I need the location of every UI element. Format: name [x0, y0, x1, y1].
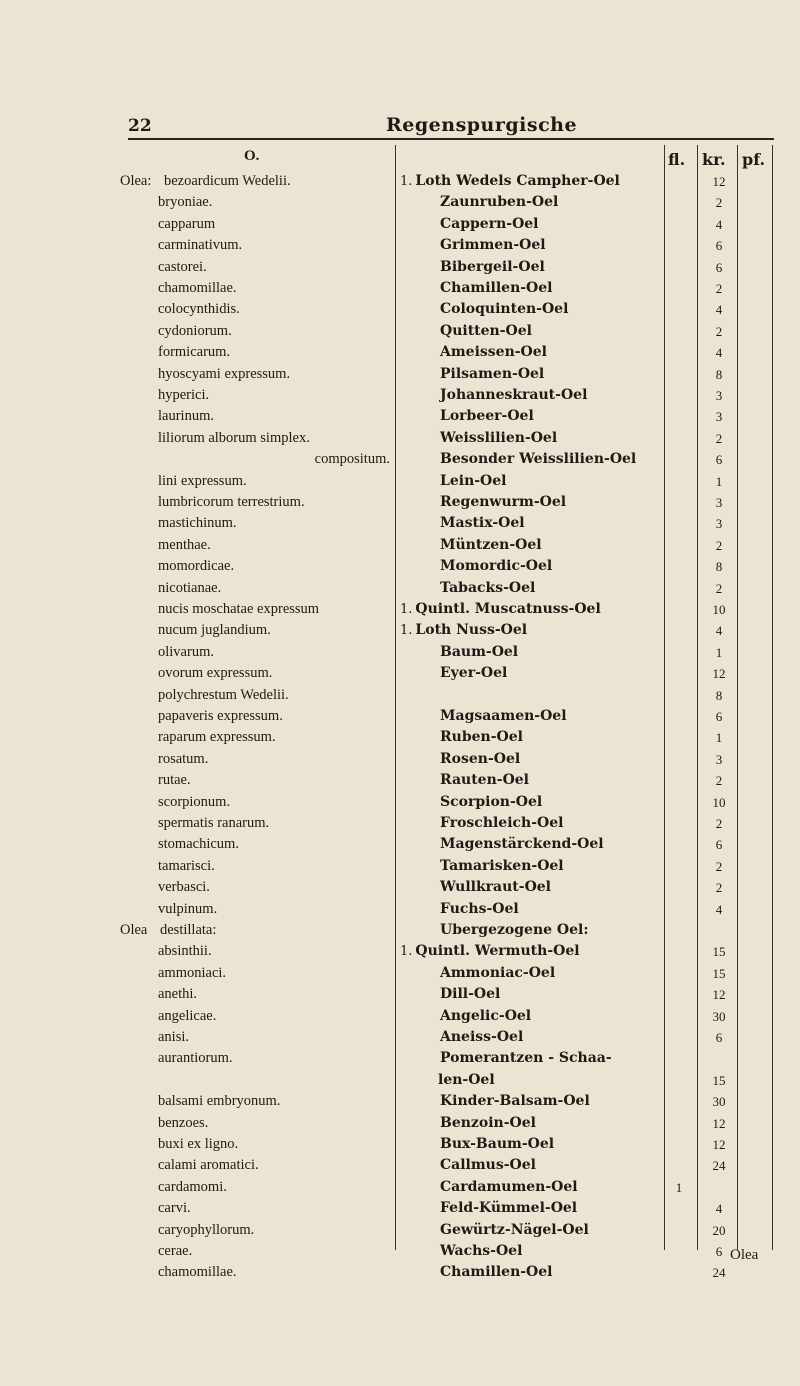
german-text: Momordic-Oel — [440, 558, 553, 575]
table-row — [0, 384, 800, 408]
price-kr: 8 — [715, 366, 723, 382]
latin-name: bryoniae. — [158, 194, 213, 211]
latin-prefix: Olea — [120, 922, 148, 938]
german-name — [400, 491, 708, 515]
german-name — [400, 1047, 708, 1071]
table-row — [0, 855, 800, 879]
german-name — [400, 577, 708, 601]
price-kr: 24 — [712, 1265, 726, 1281]
german-name — [400, 341, 708, 365]
german-text: Quitten-Oel — [440, 322, 532, 339]
german-text: Pilsamen-Oel — [440, 365, 545, 382]
price-kr: 12 — [712, 1115, 726, 1131]
german-text: Angelic-Oel — [440, 1007, 532, 1024]
table-row — [0, 898, 800, 922]
german-name — [400, 662, 708, 686]
german-name — [400, 1112, 708, 1136]
price-kr: 6 — [715, 1030, 723, 1045]
price-kr: 1 — [715, 473, 723, 489]
latin-name: rutae. — [158, 772, 191, 789]
price-kr: 15 — [712, 1072, 726, 1088]
latin-name: laurinum. — [158, 408, 214, 425]
table-row — [0, 748, 800, 772]
table-row — [0, 405, 800, 429]
german-text: Coloquinten-Oel — [440, 301, 569, 318]
price-kr: 1 — [715, 730, 723, 746]
german-name — [400, 641, 708, 665]
table-row — [0, 277, 800, 301]
german-text: Grimmen-Oel — [440, 237, 546, 254]
german-name — [400, 170, 668, 194]
latin-name: compositum. — [314, 451, 390, 468]
german-name — [400, 983, 708, 1007]
german-name — [400, 1026, 708, 1050]
table-row — [0, 791, 800, 815]
german-name — [400, 598, 668, 622]
latin-name: nicotianae. — [158, 579, 222, 596]
latin-name: lumbricorum terrestrium. — [158, 494, 305, 510]
latin-name: tamarisci. — [158, 857, 215, 874]
german-text: Eyer-Oel — [440, 665, 508, 682]
german-name — [400, 791, 708, 815]
price-kr: 6 — [715, 259, 723, 275]
german-name — [400, 919, 708, 943]
table-row — [0, 619, 800, 643]
table-row — [0, 213, 800, 237]
price-kr: 3 — [715, 751, 723, 767]
latin-name: formicarum. — [158, 344, 231, 361]
price-kr: 12 — [712, 666, 726, 682]
table-row — [0, 726, 800, 750]
table-row — [0, 833, 800, 857]
table-row — [0, 1197, 800, 1221]
price-kr: 20 — [712, 1222, 726, 1238]
german-name — [400, 448, 708, 472]
latin-name: absinthii. — [158, 943, 212, 960]
price-kr: 10 — [712, 794, 726, 810]
german-name — [400, 876, 708, 900]
german-name — [400, 855, 708, 879]
german-text: Regenwurm-Oel — [440, 494, 567, 510]
latin-name: cydoniorum. — [158, 322, 232, 339]
table-row — [0, 1261, 800, 1285]
price-kr: 6 — [715, 837, 723, 853]
price-kr: 4 — [715, 216, 723, 232]
latin-name: balsami embryonum. — [158, 1093, 281, 1110]
latin-name: carminativum. — [158, 237, 243, 254]
price-kr: 4 — [715, 345, 723, 361]
german-text: Ameissen-Oel — [440, 344, 547, 361]
latin-name: spermatis ranarum. — [158, 815, 270, 831]
german-text: Benzoin-Oel — [440, 1114, 536, 1131]
latin-name: olivarum. — [158, 643, 214, 660]
table-row — [0, 234, 800, 258]
latin-name: lini expressum. — [158, 472, 247, 489]
german-text: Wachs-Oel — [440, 1243, 523, 1259]
latin-name: rosatum. — [158, 750, 209, 767]
table-row — [0, 983, 800, 1007]
table-row — [0, 705, 800, 729]
table-row — [0, 1112, 800, 1136]
german-text: Quintl. Wermuth-Oel — [415, 943, 580, 960]
german-text: Baum-Oel — [440, 643, 519, 660]
german-text: Magenstärckend-Oel — [440, 836, 604, 853]
latin-name: chamomillae. — [158, 280, 237, 296]
german-text: Bux-Baum-Oel — [440, 1136, 555, 1152]
table-row — [0, 191, 800, 215]
table-row — [0, 577, 800, 601]
page-number: 22 — [128, 116, 152, 136]
price-kr: 24 — [712, 1158, 726, 1174]
price-kr: 2 — [715, 773, 723, 789]
table-row — [0, 919, 800, 943]
german-text: Lein-Oel — [440, 472, 507, 489]
table-row — [0, 769, 800, 793]
table-row — [0, 1005, 800, 1029]
german-name — [400, 833, 708, 857]
quantity-prefix: 1. — [400, 944, 413, 960]
german-text: Wullkraut-Oel — [440, 879, 551, 896]
latin-name: chamomillae. — [158, 1264, 237, 1281]
latin-name: angelicae. — [158, 1007, 217, 1024]
price-kr: 2 — [715, 858, 723, 874]
german-name — [400, 298, 708, 322]
page-header — [0, 112, 800, 142]
latin-name: cerae. — [158, 1243, 193, 1259]
german-text: Aneiss-Oel — [440, 1029, 524, 1045]
german-name — [400, 1219, 708, 1243]
german-text: Fuchs-Oel — [440, 900, 519, 917]
german-text: Cardamumen-Oel — [440, 1178, 578, 1195]
german-name — [400, 277, 708, 301]
price-kr: 2 — [715, 537, 723, 553]
latin-name: carvi. — [158, 1200, 191, 1217]
german-text: Froschleich-Oel — [440, 815, 564, 831]
german-text: Magsaamen-Oel — [440, 708, 567, 724]
latin-name: hyperici. — [158, 387, 210, 403]
latin-name: nucis moschatae expressum — [158, 601, 320, 617]
price-kr: 15 — [712, 965, 726, 981]
german-text: Johanneskraut-Oel — [440, 387, 588, 403]
price-kr: 2 — [715, 880, 723, 896]
price-kr: 8 — [715, 559, 723, 575]
table-row — [0, 684, 800, 708]
german-name — [400, 1133, 708, 1157]
latin-name: castorei. — [158, 258, 207, 275]
price-kr: 2 — [715, 430, 723, 446]
table-row — [0, 1219, 800, 1243]
latin-name: raparum expressum. — [158, 729, 276, 746]
german-name — [400, 769, 708, 793]
latin-name: ammoniaci. — [158, 964, 227, 981]
table-row — [0, 940, 800, 964]
price-kr: 12 — [712, 1137, 726, 1152]
table-row — [0, 427, 800, 451]
table-row — [0, 534, 800, 558]
price-kr: 2 — [715, 580, 723, 596]
latin-name: papaveris expressum. — [158, 708, 283, 724]
german-text: Mastix-Oel — [440, 515, 525, 532]
german-name — [400, 213, 708, 237]
table-row — [0, 876, 800, 900]
german-text: Ubergezogene Oel: — [440, 922, 589, 938]
price-kr: 2 — [715, 323, 723, 339]
latin-name: stomachicum. — [158, 836, 239, 853]
table-row — [0, 170, 800, 194]
table-row — [0, 662, 800, 686]
price-kr: 6 — [715, 238, 723, 254]
price-kr: 4 — [715, 623, 723, 639]
latin-name: liliorum alborum simplex. — [158, 429, 310, 446]
quantity-prefix: 1. — [400, 174, 413, 189]
table-row — [0, 1240, 800, 1264]
latin-name: anethi. — [158, 986, 198, 1003]
german-name — [400, 555, 708, 579]
price-kr: 12 — [712, 987, 726, 1003]
running-title: Regenspurgische — [386, 114, 578, 136]
column-head-pf: pf. — [742, 150, 766, 169]
price-kr: 4 — [715, 302, 723, 318]
german-text: Chamillen-Oel — [440, 280, 553, 296]
latin-name: scorpionum. — [158, 793, 231, 810]
latin-name: verbasci. — [158, 879, 210, 896]
latin-name: nucum juglandium. — [158, 622, 271, 639]
table-row — [0, 1090, 800, 1114]
table-row — [0, 1154, 800, 1178]
german-text: Cappern-Oel — [440, 215, 539, 232]
price-kr: 4 — [715, 1201, 723, 1217]
german-name — [400, 1240, 708, 1264]
price-kr: 6 — [715, 709, 723, 724]
german-name — [400, 534, 708, 558]
price-kr: 3 — [715, 495, 723, 510]
german-name — [400, 234, 708, 258]
german-text: Quintl. Muscatnuss-Oel — [415, 601, 601, 617]
latin-name: colocynthidis. — [158, 301, 240, 318]
german-name — [400, 405, 708, 429]
german-name — [400, 363, 708, 387]
german-name — [400, 256, 708, 280]
latin-name: caryophyllorum. — [158, 1221, 255, 1238]
german-text: Rosen-Oel — [440, 750, 521, 767]
german-name — [400, 705, 708, 729]
german-name — [400, 1261, 708, 1285]
german-text: Bibergeil-Oel — [440, 258, 545, 275]
table-row — [0, 555, 800, 579]
price-kr: 2 — [715, 195, 723, 211]
latin-name: calami aromatici. — [158, 1157, 259, 1174]
german-text: Dill-Oel — [440, 986, 501, 1003]
german-name — [400, 812, 708, 836]
table-row — [0, 491, 800, 515]
german-name — [400, 619, 668, 643]
german-name — [400, 320, 708, 344]
german-text: Chamillen-Oel — [440, 1264, 553, 1281]
german-text: Scorpion-Oel — [440, 793, 543, 810]
german-name — [400, 1090, 708, 1114]
price-kr: 2 — [715, 816, 723, 831]
latin-name: anisi. — [158, 1029, 190, 1045]
german-text: Gewürtz-Nägel-Oel — [440, 1221, 589, 1238]
german-text: Ammoniac-Oel — [440, 964, 556, 981]
latin-name: momordicae. — [158, 558, 235, 575]
german-name — [400, 1176, 708, 1200]
catchword: Olea — [730, 1247, 759, 1263]
german-text: Pomerantzen - Schaa- — [440, 1050, 612, 1067]
latin-name: hyoscyami expressum. — [158, 365, 291, 382]
price-kr: 6 — [715, 1244, 723, 1259]
german-text: Feld-Kümmel-Oel — [440, 1200, 578, 1217]
table-row — [0, 320, 800, 344]
german-name — [400, 940, 668, 964]
german-text: Kinder-Balsam-Oel — [440, 1093, 590, 1110]
table-row — [0, 962, 800, 986]
table-row — [0, 1133, 800, 1157]
price-kr: 30 — [712, 1008, 726, 1024]
latin-name: cardamomi. — [158, 1178, 227, 1195]
german-text: Weisslilien-Oel — [440, 429, 558, 446]
german-text: Lorbeer-Oel — [440, 408, 534, 425]
table-row — [0, 1069, 800, 1093]
price-kr: 3 — [715, 516, 723, 532]
german-name — [400, 512, 708, 536]
german-name — [400, 1005, 708, 1029]
latin-name: polychrestum Wedelii. — [158, 686, 289, 703]
price-kr: 30 — [712, 1094, 726, 1110]
german-text: Zaunruben-Oel — [440, 194, 559, 211]
german-text: Ruben-Oel — [440, 729, 523, 746]
price-kr: 2 — [715, 281, 723, 296]
german-name — [400, 1069, 706, 1093]
german-name — [400, 748, 708, 772]
german-name — [400, 1197, 708, 1221]
german-text: Müntzen-Oel — [440, 536, 542, 553]
table-row — [0, 1047, 800, 1071]
price-kr: 1 — [715, 644, 723, 660]
price-kr: 4 — [715, 901, 723, 917]
price-kr: 6 — [715, 452, 723, 468]
price-kr: 12 — [712, 174, 726, 189]
german-text: len-Oel — [438, 1071, 495, 1088]
german-name — [400, 1154, 708, 1178]
price-fl: 1 — [675, 1179, 683, 1195]
german-text: Tabacks-Oel — [440, 579, 536, 596]
table-row — [0, 598, 800, 622]
table-row — [0, 1176, 800, 1200]
german-name — [400, 962, 708, 986]
price-kr: 15 — [712, 944, 726, 960]
german-name — [400, 191, 708, 215]
price-kr: 3 — [715, 409, 723, 425]
latin-name: buxi ex ligno. — [158, 1136, 239, 1152]
latin-name: ovorum expressum. — [158, 665, 273, 682]
latin-name: mastichinum. — [158, 515, 237, 532]
table-row — [0, 341, 800, 365]
price-kr: 3 — [715, 388, 723, 403]
latin-name: capparum — [158, 215, 216, 232]
german-name — [400, 726, 708, 750]
latin-prefix: Olea: — [120, 173, 152, 189]
section-letter: O. — [244, 148, 260, 164]
table-row — [0, 641, 800, 665]
german-text: Rauten-Oel — [440, 772, 529, 789]
price-kr: 10 — [712, 602, 726, 617]
german-name — [400, 427, 708, 451]
table-row — [0, 512, 800, 536]
german-text: Besonder Weisslilien-Oel — [440, 451, 637, 468]
table-row — [0, 363, 800, 387]
table-row — [0, 812, 800, 836]
price-kr: 8 — [715, 687, 723, 703]
header-rule — [128, 138, 774, 140]
german-name — [400, 898, 708, 922]
table-row — [0, 470, 800, 494]
german-text: Tamarisken-Oel — [440, 857, 564, 874]
table-row — [0, 298, 800, 322]
german-name — [400, 470, 708, 494]
latin-name: menthae. — [158, 536, 211, 553]
german-text: Callmus-Oel — [440, 1157, 536, 1174]
latin-name: benzoes. — [158, 1114, 209, 1131]
latin-name: aurantiorum. — [158, 1050, 233, 1067]
latin-name: bezoardicum Wedelii. — [164, 173, 291, 189]
quantity-prefix: 1. — [400, 602, 413, 617]
table-row — [0, 256, 800, 280]
latin-name: destillata: — [160, 922, 217, 938]
table-row — [0, 1026, 800, 1050]
quantity-prefix: 1. — [400, 623, 413, 639]
german-text: Loth Nuss-Oel — [415, 622, 528, 639]
column-head-fl: fl. — [668, 150, 686, 169]
latin-name: vulpinum. — [158, 900, 218, 917]
german-text: Loth Wedels Campher-Oel — [415, 173, 620, 189]
column-head-kr: kr. — [702, 150, 726, 169]
german-name — [400, 384, 708, 408]
table-row — [0, 448, 800, 472]
